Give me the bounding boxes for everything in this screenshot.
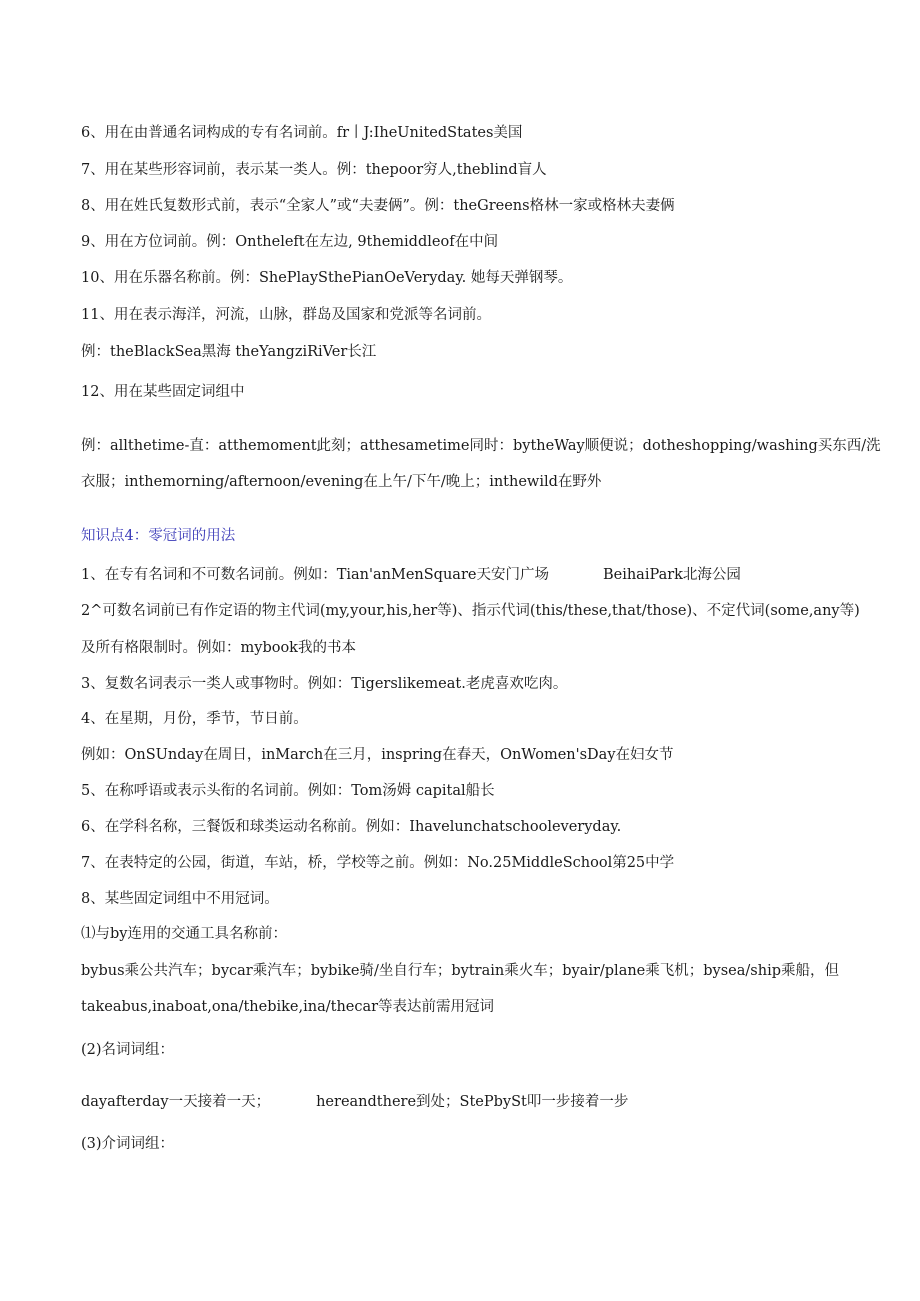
rule-6-proper-nouns: 6、用在由普通名词构成的专有名词前。fr丨J:IheUnitedStates美国	[81, 125, 523, 141]
subrule-1-title: ⑴与by连用的交通工具名称前：	[81, 926, 287, 942]
zero-rule-3: 3、复数名词表示一类人或事物时。例如：Tigerslikemeat.老虎喜欢吃肉。	[81, 676, 568, 692]
subrule-1-line-1: bybus乘公共汽车；bycar乘汽车；bybike骑/坐自行车；bytrain乘火车；byair/plane乘飞机；bysea/ship乘船，但	[81, 963, 839, 979]
rule-12-example-line-2: 衣服；inthemorning/afternoon/evening在上午/下午/晚上；inthewild在野外	[81, 474, 602, 490]
subrule-2-title: (2)名词词组：	[81, 1042, 175, 1058]
rule-7-adjectives: 7、用在某些形容词前，表示某一类人。例：thepoor穷人,theblind盲人	[81, 162, 547, 178]
rule-9-directions: 9、用在方位词前。例：Ontheleft在左边, 9themiddleof在中间	[81, 234, 499, 250]
rule-8-surnames: 8、用在姓氏复数形式前，表示“全家人”或“夫妻俩”。例：theGreens格林一家或格林夫妻俩	[81, 198, 675, 214]
rule-10-instruments: 10、用在乐器名称前。例：ShePlaySthePianOeVeryday. 她每天弹钢琴。	[81, 270, 573, 286]
zero-rule-1-example-2: BeihaiPark北海公园	[602, 567, 741, 583]
zero-rule-8: 8、某些固定词组中不用冠词。	[81, 891, 279, 907]
subrule-2-example-2: hereandthere到处；StePbySt叩一步接着一步	[316, 1094, 629, 1110]
section-heading-zero-article: 知识点4：零冠词的用法	[81, 528, 236, 544]
zero-rule-6: 6、在学科名称，三餐饭和球类运动名称前。例如：Ihavelunchatschooleveryday.	[81, 819, 622, 835]
subrule-2-examples	[81, 1093, 628, 1111]
zero-rule-4: 4、在星期，月份，季节，节日前。	[81, 711, 308, 727]
rule-11-geography: 11、用在表示海洋，河流，山脉，群岛及国家和党派等名词前。	[81, 307, 491, 323]
rule-12-example-line-1: 例：allthetime-直：atthemoment此刻；atthesametime同时：bytheWay顺便说；dotheshopping/washing买东西/洗	[81, 438, 881, 454]
zero-rule-1-text: 1、在专有名词和不可数名词前。例如：Tian'anMenSquare天安门广场	[81, 567, 549, 583]
zero-rule-2-line-2: 及所有格限制时。例如：mybook我的书本	[81, 640, 356, 656]
subrule-2-example-1: dayafterday一天接着一天；	[81, 1094, 271, 1110]
zero-rule-4-example: 例如：OnSUnday在周日，inMarch在三月，inspring在春天，OnWomen'sDay在妇女节	[81, 747, 674, 763]
zero-rule-5: 5、在称呼语或表示头衔的名词前。例如：Tom汤姆 capital船长	[81, 783, 495, 799]
rule-12-fixed-phrases: 12、用在某些固定词组中	[81, 384, 245, 400]
rule-11-example: 例：theBlackSea黑海 theYangziRiVer长江	[81, 344, 377, 360]
subrule-1-line-2: takeabus,inaboat,ona/thebike,ina/thecar等表达前需用冠词	[81, 999, 495, 1015]
zero-rule-1	[81, 566, 741, 584]
zero-rule-2-line-1: 2^可数名词前已有作定语的物主代词(my,your,his,her等)、指示代词(this/these,that/those)、不定代词(some,any等)	[81, 603, 860, 619]
zero-rule-7: 7、在表特定的公园，街道，车站，桥，学校等之前。例如：No.25MiddleSchool第25中学	[81, 855, 675, 871]
subrule-3-title: (3)介词词组：	[81, 1136, 175, 1152]
